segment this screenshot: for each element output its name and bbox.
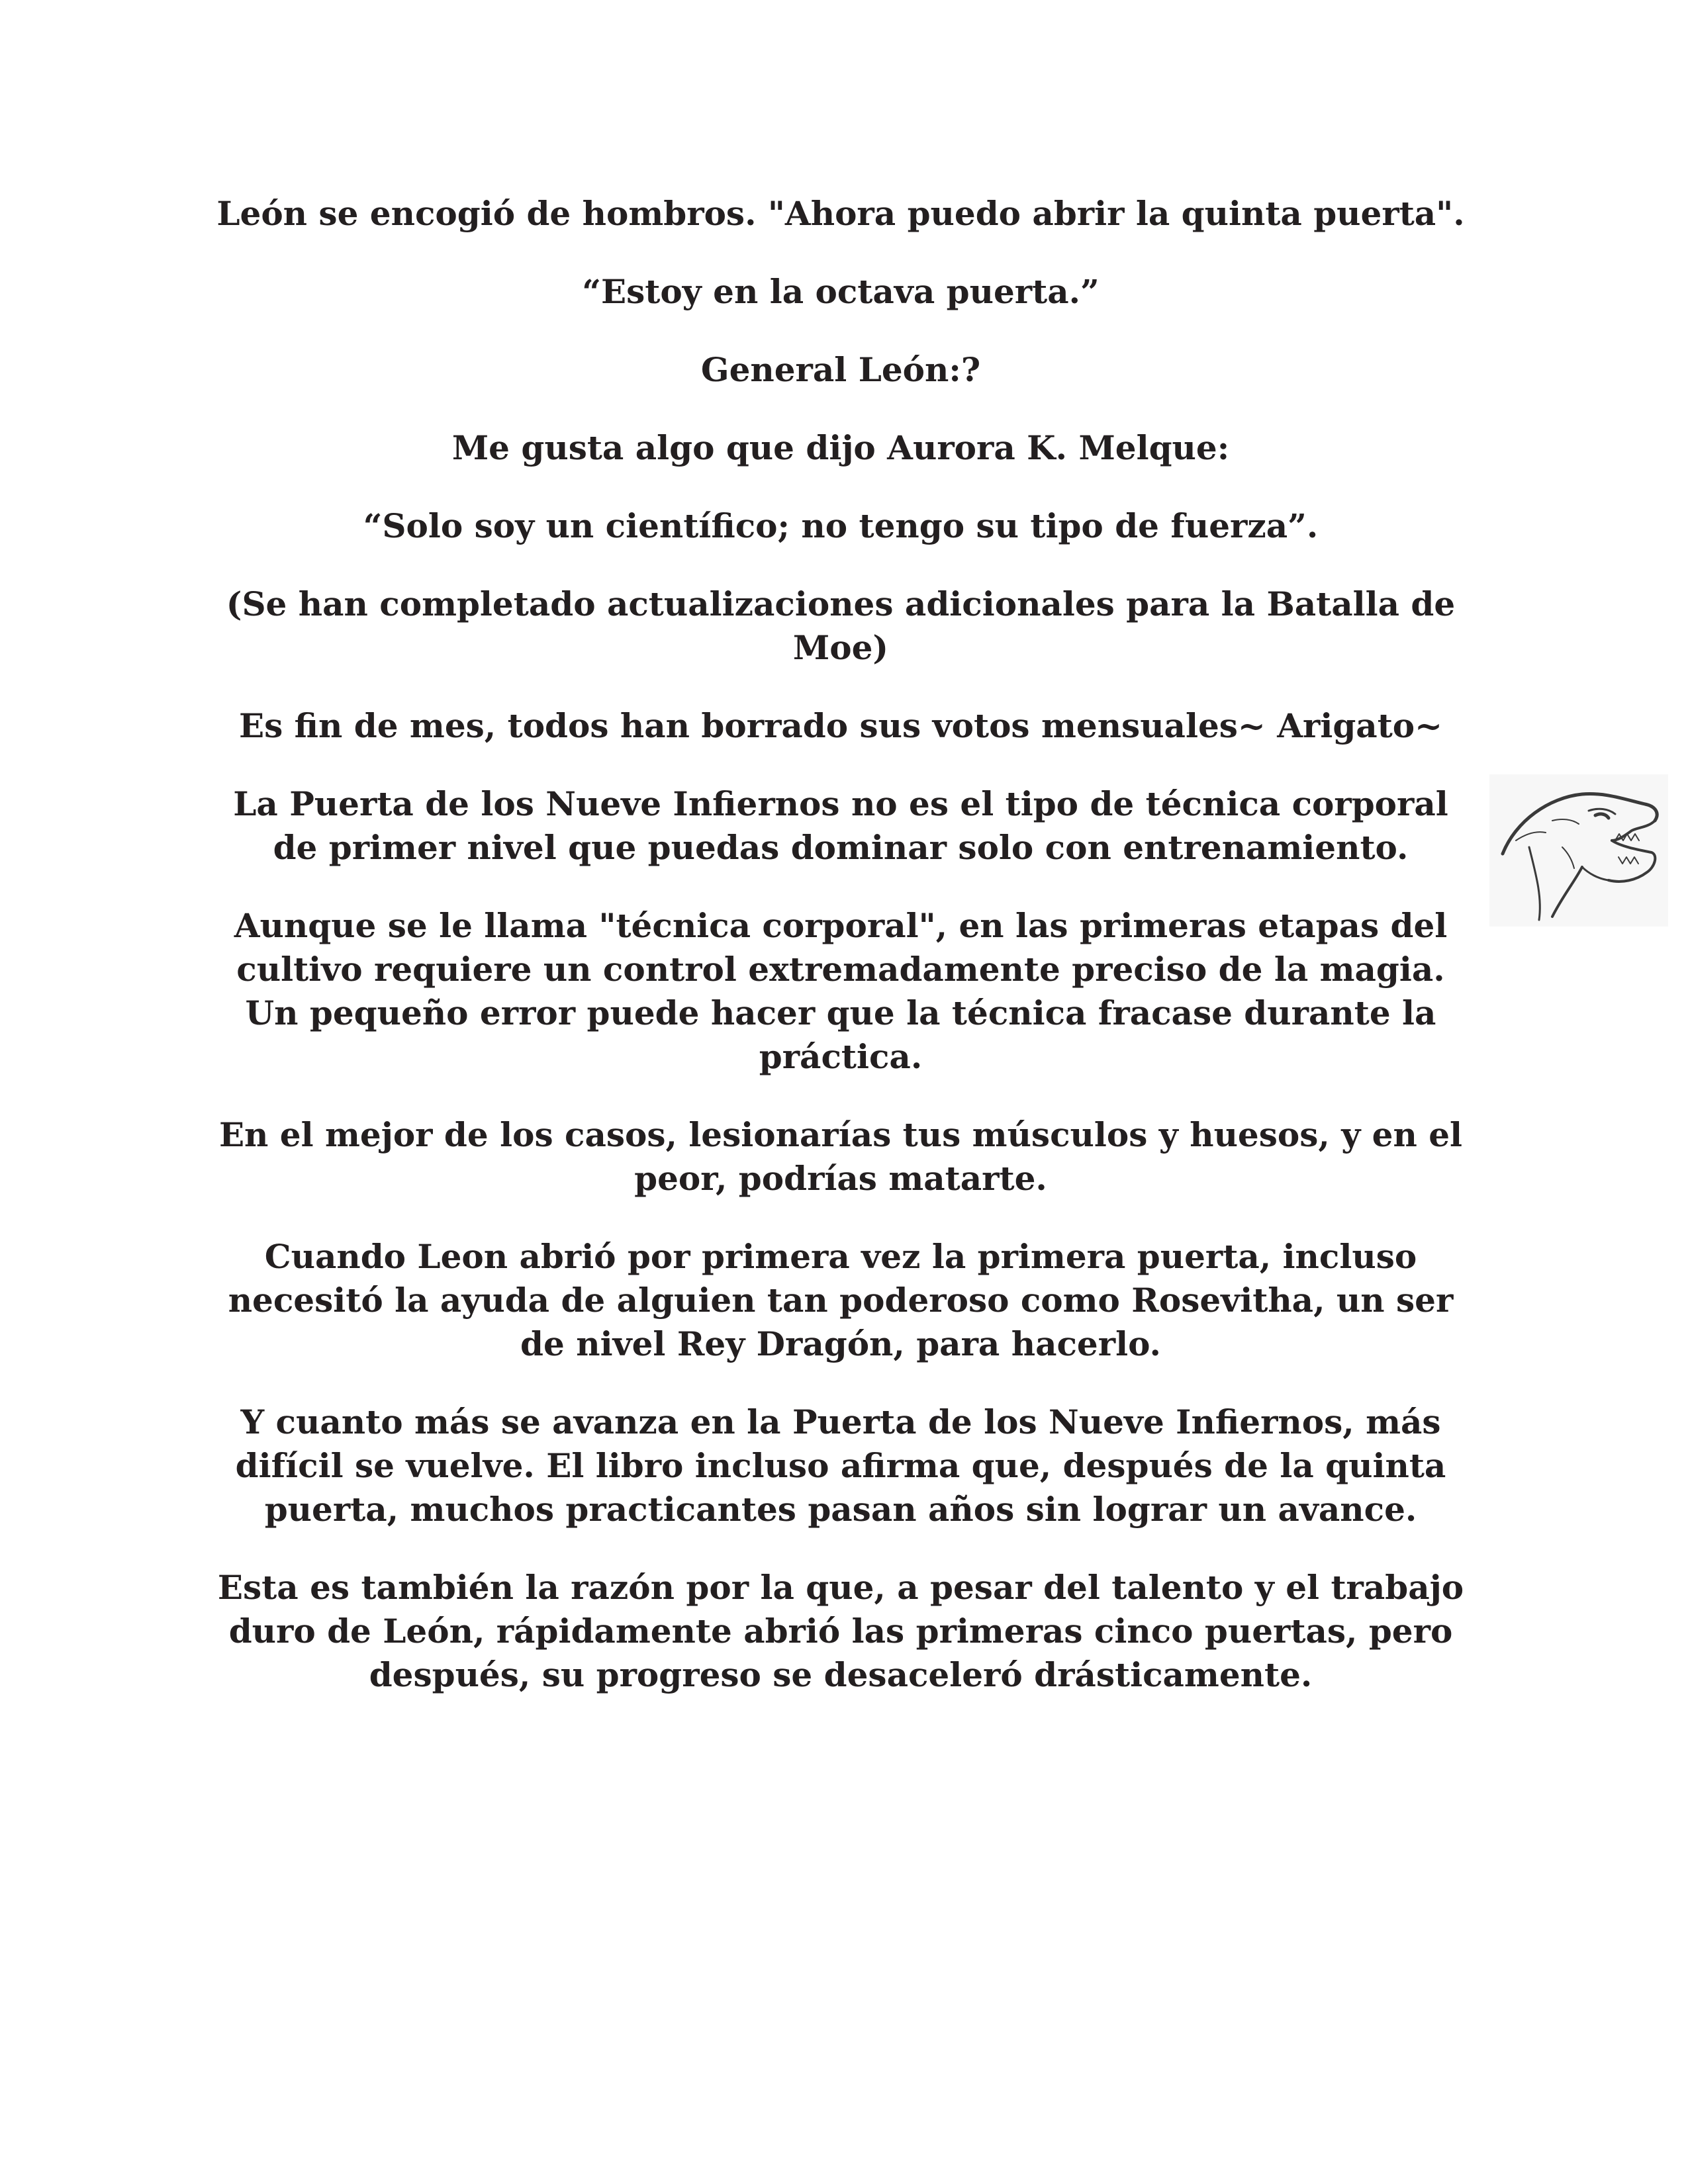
paragraph-3: General León:? (700, 350, 981, 389)
document-body (212, 192, 1470, 1731)
paragraph-13: Esta es también la razón por la que, a pesar del talento y el trabajo duro de León, rápidamente abrió las primeras cinco puertas, pero después, su progreso se desaceleró drásticamente. (217, 1568, 1464, 1694)
paragraph-7: Es fin de mes, todos han borrado sus votos mensuales~ Arigato~ (238, 706, 1443, 745)
dinosaur-head-sketch-icon (1489, 774, 1668, 927)
paragraph-9: Aunque se le llama "técnica corporal", en las primeras etapas del cultivo requiere un control extremadamente preciso de la magia. Un pequeño error puede hacer que la técnica fracase durante la práctica. (234, 906, 1448, 1076)
paragraph-1: León se encogió de hombros. "Ahora puedo abrir la quinta puerta". (216, 194, 1465, 233)
paragraph-8: La Puerta de los Nueve Infiernos no es el tipo de técnica corporal de primer nivel que puedas dominar solo con entrenamiento. (233, 784, 1448, 867)
paragraph-11: Cuando Leon abrió por primera vez la primera puerta, incluso necesitó la ayuda de alguien tan poderoso como Rosevitha, un ser de nivel Rey Dragón, para hacerlo. (228, 1237, 1454, 1363)
paragraph-10: En el mejor de los casos, lesionarías tus músculos y huesos, y en el peor, podrías matarte. (218, 1115, 1463, 1198)
paragraph-6: (Se han completado actualizaciones adicionales para la Batalla de Moe) (226, 584, 1456, 667)
paragraph-2: “Estoy en la octava puerta.” (582, 272, 1100, 311)
paragraph-4: Me gusta algo que dijo Aurora K. Melque: (451, 428, 1230, 467)
paragraph-12: Y cuanto más se avanza en la Puerta de los Nueve Infiernos, más difícil se vuelve. El libro incluso afirma que, después de la quinta puerta, muchos practicantes pasan años sin lograr un avance. (235, 1402, 1446, 1529)
paragraph-5: “Solo soy un científico; no tengo su tipo de fuerza”. (363, 506, 1319, 545)
